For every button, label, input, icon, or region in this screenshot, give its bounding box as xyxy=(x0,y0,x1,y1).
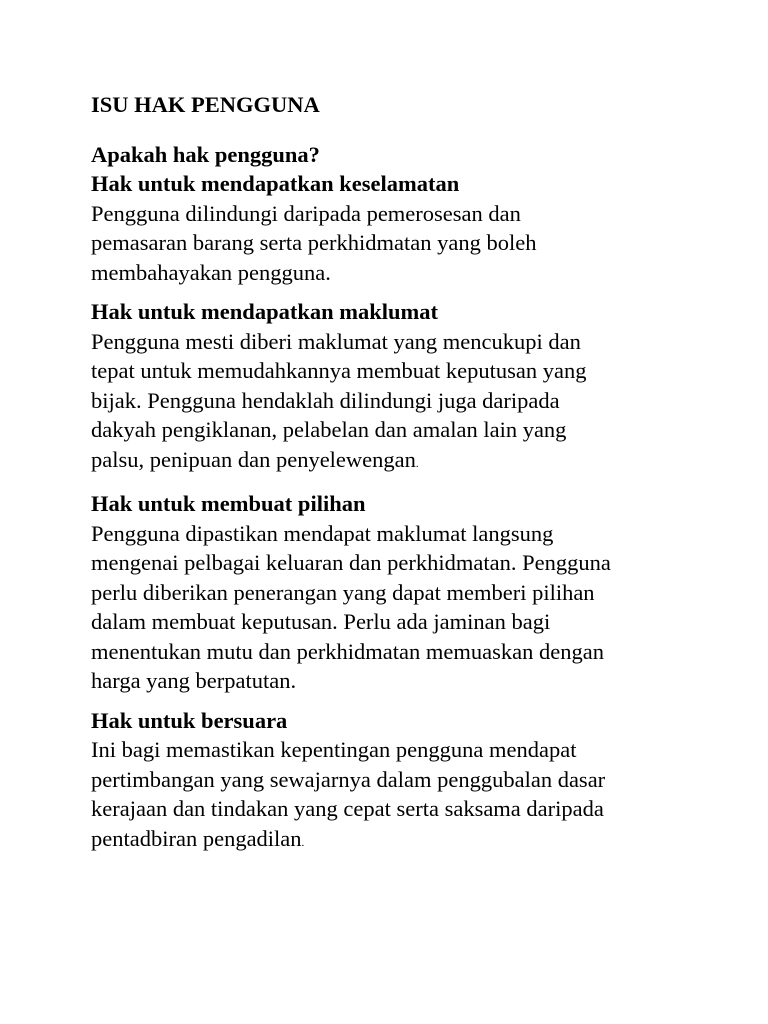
body-line: pertimbangan yang sewajarnya dalam penggubalan dasar xyxy=(91,766,606,792)
section-heading: Hak untuk mendapatkan keselamatan xyxy=(91,171,460,196)
section-voice xyxy=(91,706,711,859)
section-safety xyxy=(91,169,711,287)
section-information xyxy=(91,297,711,479)
section-choice xyxy=(91,489,711,696)
body-line: palsu, penipuan dan penyelewengan xyxy=(91,446,416,472)
document-content xyxy=(91,90,711,858)
body-line: harga yang berpatutan. xyxy=(91,668,297,693)
trailing-period: . xyxy=(415,457,419,470)
body-line: tepat untuk memudahkannya membuat keputusan yang xyxy=(91,358,587,383)
section-body xyxy=(91,327,711,480)
body-line: mengenai pelbagai keluaran dan perkhidmatan. Pengguna xyxy=(91,550,611,575)
body-line: kerajaan dan tindakan yang cepat serta saksama daripada xyxy=(91,796,604,821)
body-line: Ini bagi memastikan kepentingan pengguna mendapat xyxy=(91,737,577,762)
trailing-period: . xyxy=(301,836,305,849)
body-line: menentukan mutu dan perkhidmatan memuaskan dengan xyxy=(91,638,604,664)
section-body xyxy=(91,519,711,696)
section-heading: Hak untuk membuat pilihan xyxy=(91,491,366,516)
body-line: Pengguna dipastikan mendapat maklumat langsung xyxy=(91,520,554,546)
body-line: pemasaran barang serta perkhidmatan yang boleh xyxy=(91,230,537,255)
body-line: membahayakan pengguna. xyxy=(91,259,331,285)
body-line: perlu diberikan penerangan yang dapat memberi pilihan xyxy=(91,579,595,605)
body-line: dakyah pengiklanan, pelabelan dan amalan lain yang xyxy=(91,417,567,442)
section-body xyxy=(91,735,711,858)
document-title: ISU HAK PENGGUNA xyxy=(91,92,320,117)
document-question: Apakah hak pengguna? xyxy=(91,141,320,167)
section-body xyxy=(91,199,711,288)
body-line: bijak. Pengguna hendaklah dilindungi juga daripada xyxy=(91,387,560,413)
section-heading: Hak untuk mendapatkan maklumat xyxy=(91,299,438,324)
body-line: Pengguna dilindungi daripada pemerosesan dan xyxy=(91,200,521,226)
body-line: dalam membuat keputusan. Perlu ada jaminan bagi xyxy=(91,609,551,634)
body-line: pentadbiran pengadilan xyxy=(91,825,302,851)
body-line: Pengguna mesti diberi maklumat yang mencukupi dan xyxy=(91,328,581,354)
section-heading: Hak untuk bersuara xyxy=(91,707,288,733)
